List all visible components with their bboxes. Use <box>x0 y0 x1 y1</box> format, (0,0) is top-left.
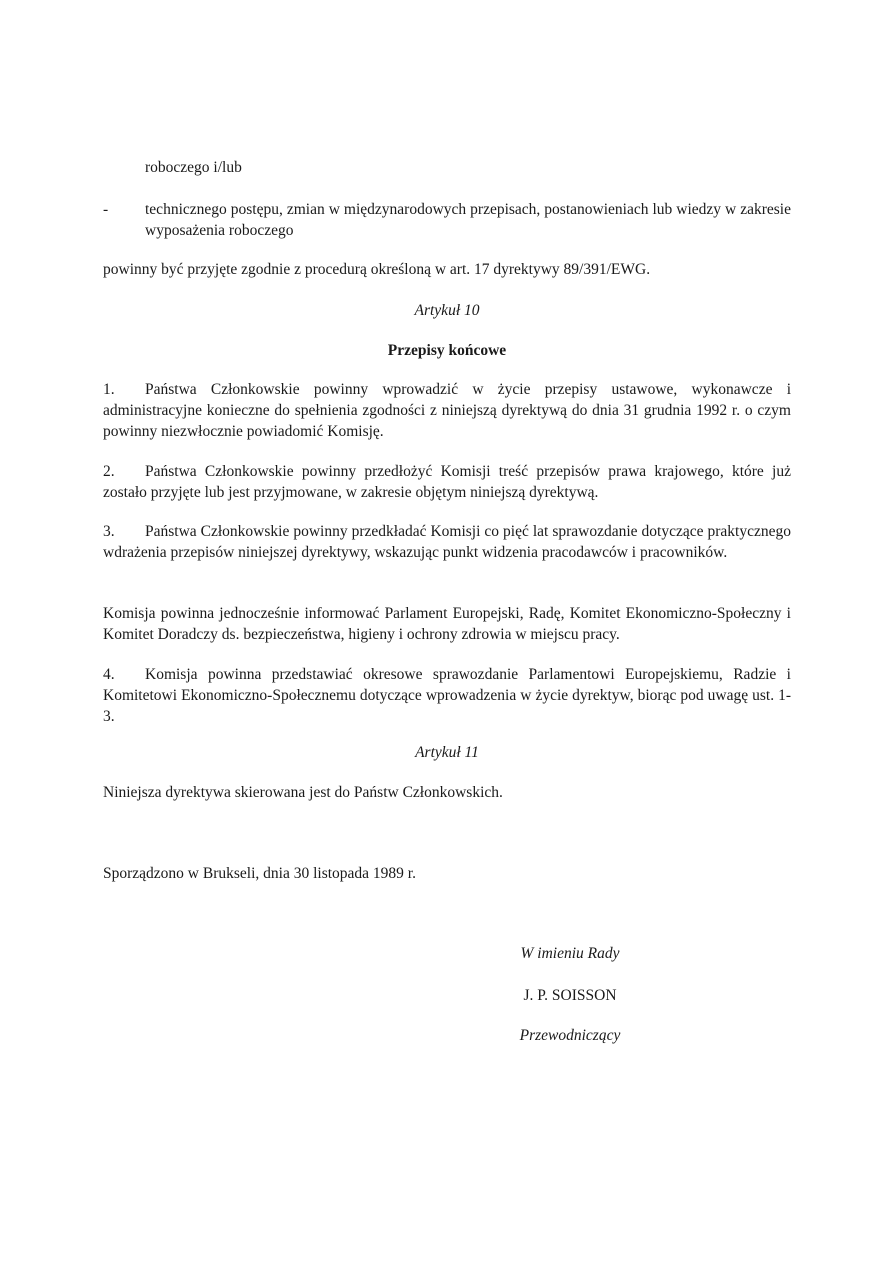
paragraph-text: Komisja powinna jednocześnie informować Parlament Europejski, Radę, Komitet Ekonomiczno-Społeczny i Komitet Doradczy ds. bezpieczeństwa, higieny i ochrony zdrowia w miejscu pracy. <box>103 605 791 643</box>
closing-sentence: powinny być przyjęte zgodnie z procedurą określoną w art. 17 dyrektywy 89/391/EWG. <box>103 261 651 278</box>
paragraph-number: 1. <box>103 381 115 398</box>
article-10-paragraph-4 <box>103 664 791 727</box>
paragraph-number: 4. <box>103 666 115 683</box>
article-11-text: Niniejsza dyrektywa skierowana jest do Państw Członkowskich. <box>103 784 503 801</box>
dash-bullet: - <box>103 201 109 218</box>
article-10-paragraph-3 <box>103 521 791 563</box>
signature-name: J. P. SOISSON <box>523 987 617 1004</box>
signature-role: Przewodniczący <box>519 1027 621 1044</box>
article-10-paragraph-3-continued <box>103 603 791 645</box>
dash-item-text: technicznego postępu, zmian w międzynarodowych przepisach, postanowieniach lub wiedzy w zakresie wyposażenia roboczego <box>145 201 791 239</box>
paragraph-text: Państwa Członkowskie powinny przedkładać Komisji co pięć lat sprawozdanie dotyczące praktycznego wdrażenia przepisów niniejszej dyrektywy, wskazując punkt widzenia pracodawców i pracowników. <box>103 523 791 561</box>
article-10-paragraph-2 <box>103 461 791 503</box>
paragraph-text: Komisja powinna przedstawiać okresowe sprawozdanie Parlamentowi Europejskiemu, Radzie i Komitetowi Ekonomiczno-Społecznemu dotyczące wprowadzenia w życie dyrektyw, biorąc pod uwagę ust. 1-3. <box>103 666 791 725</box>
signature-on-behalf: W imieniu Rady <box>520 945 620 962</box>
paragraph-number: 3. <box>103 523 115 540</box>
article-10-paragraph-1 <box>103 379 791 442</box>
article-10-title: Przepisy końcowe <box>387 342 507 359</box>
paragraph-text: Państwa Członkowskie powinny przedłożyć Komisji treść przepisów prawa krajowego, które już zostało przyjęte lub jest przyjmowane, w zakresie objętym niniejszą dyrektywą. <box>103 463 791 501</box>
paragraph-text: Państwa Członkowskie powinny wprowadzić w życie przepisy ustawowe, wykonawcze i administracyjne konieczne do spełnienia zgodności z niniejszą dyrektywą do dnia 31 grudnia 1992 r. o czym powinny niezwłocznie powiadomić Komisję. <box>103 381 791 440</box>
continuation-text: roboczego i/lub <box>145 159 242 176</box>
article-10-heading: Artykuł 10 <box>414 302 480 319</box>
paragraph-number: 2. <box>103 463 115 480</box>
article-11-heading: Artykuł 11 <box>415 744 479 761</box>
done-at-text: Sporządzono w Brukseli, dnia 30 listopada 1989 r. <box>103 865 416 882</box>
